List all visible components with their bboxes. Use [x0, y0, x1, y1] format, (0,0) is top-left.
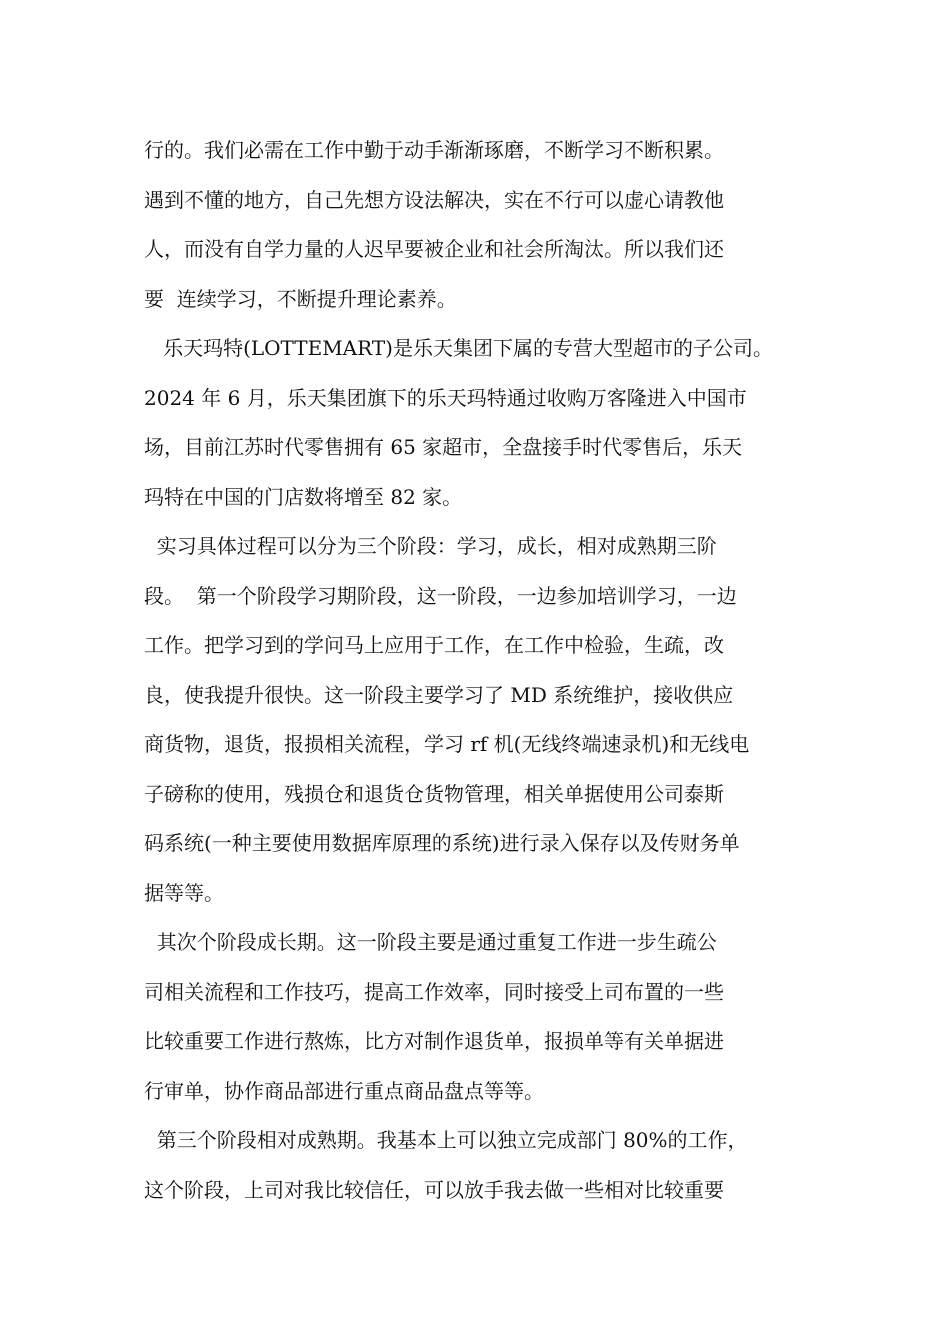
- text-line: 码系统(一种主要使用数据库原理的系统)进行录入保存以及传财务单: [144, 831, 740, 855]
- document-body: [144, 126, 824, 1215]
- text-line: 2024 年 6 月，乐天集团旗下的乐天玛特通过收购万客隆进入中国市: [144, 385, 747, 410]
- text-line: 实习具体过程可以分为三个阶段：学习，成长，相对成熟期三阶: [144, 534, 717, 558]
- text-line: 人，而没有自学力量的人迟早要被企业和社会所淘汰。所以我们还: [144, 237, 724, 261]
- text-line: 行审单，协作商品部进行重点商品盘点等等。: [144, 1078, 544, 1103]
- text-line: 乐天玛特(LOTTEMART)是乐天集团下属的专营大型超市的子公司。: [144, 336, 773, 360]
- paragraph-1: [144, 126, 824, 324]
- text-line: 段。 第一个阶段学习期阶段，这一阶段，一边参加培训学习，一边: [144, 583, 737, 608]
- text-line: 工作。把学习到的学问马上应用于工作，在工作中检验，生疏，改: [144, 633, 724, 657]
- paragraph-4: [144, 918, 824, 1116]
- text-line: 商货物，退货，报损相关流程，学习 rf 机(无线终端速录机)和无线电: [144, 732, 750, 756]
- paragraph-2: [144, 324, 824, 522]
- text-line: 场，目前江苏时代零售拥有 65 家超市，全盘接手时代零售后，乐天: [144, 435, 743, 459]
- paragraph-3: [144, 522, 824, 918]
- text-line: 这个阶段，上司对我比较信任，可以放手我去做一些相对比较重要: [144, 1177, 724, 1202]
- text-line: 遇到不懂的地方，自己先想方设法解决，实在不行可以虚心请教他: [144, 187, 724, 212]
- text-line: 据等等。: [144, 880, 224, 905]
- text-line: 司相关流程和工作技巧，提高工作效率，同时接受上司布置的一些: [144, 979, 724, 1004]
- text-line: 比较重要工作进行熬炼，比方对制作退货单，报损单等有关单据进: [144, 1029, 724, 1053]
- text-line: 行的。我们必需在工作中勤于动手渐渐琢磨，不断学习不断积累。: [144, 138, 724, 162]
- text-line: 要 连续学习，不断提升理论素养。: [144, 286, 457, 311]
- text-line: 第三个阶段相对成熟期。我基本上可以独立完成部门 80%的工作，: [144, 1128, 748, 1152]
- text-line: 其次个阶段成长期。这一阶段主要是通过重复工作进一步生疏公: [144, 930, 717, 954]
- paragraph-5: [144, 1116, 824, 1215]
- text-line: 玛特在中国的门店数将增至 82 家。: [144, 484, 463, 509]
- text-line: 子磅称的使用，残损仓和退货仓货物管理，相关单据使用公司泰斯: [144, 781, 724, 806]
- text-line: 良，使我提升很快。这一阶段主要学习了 MD 系统维护，接收供应: [144, 682, 734, 707]
